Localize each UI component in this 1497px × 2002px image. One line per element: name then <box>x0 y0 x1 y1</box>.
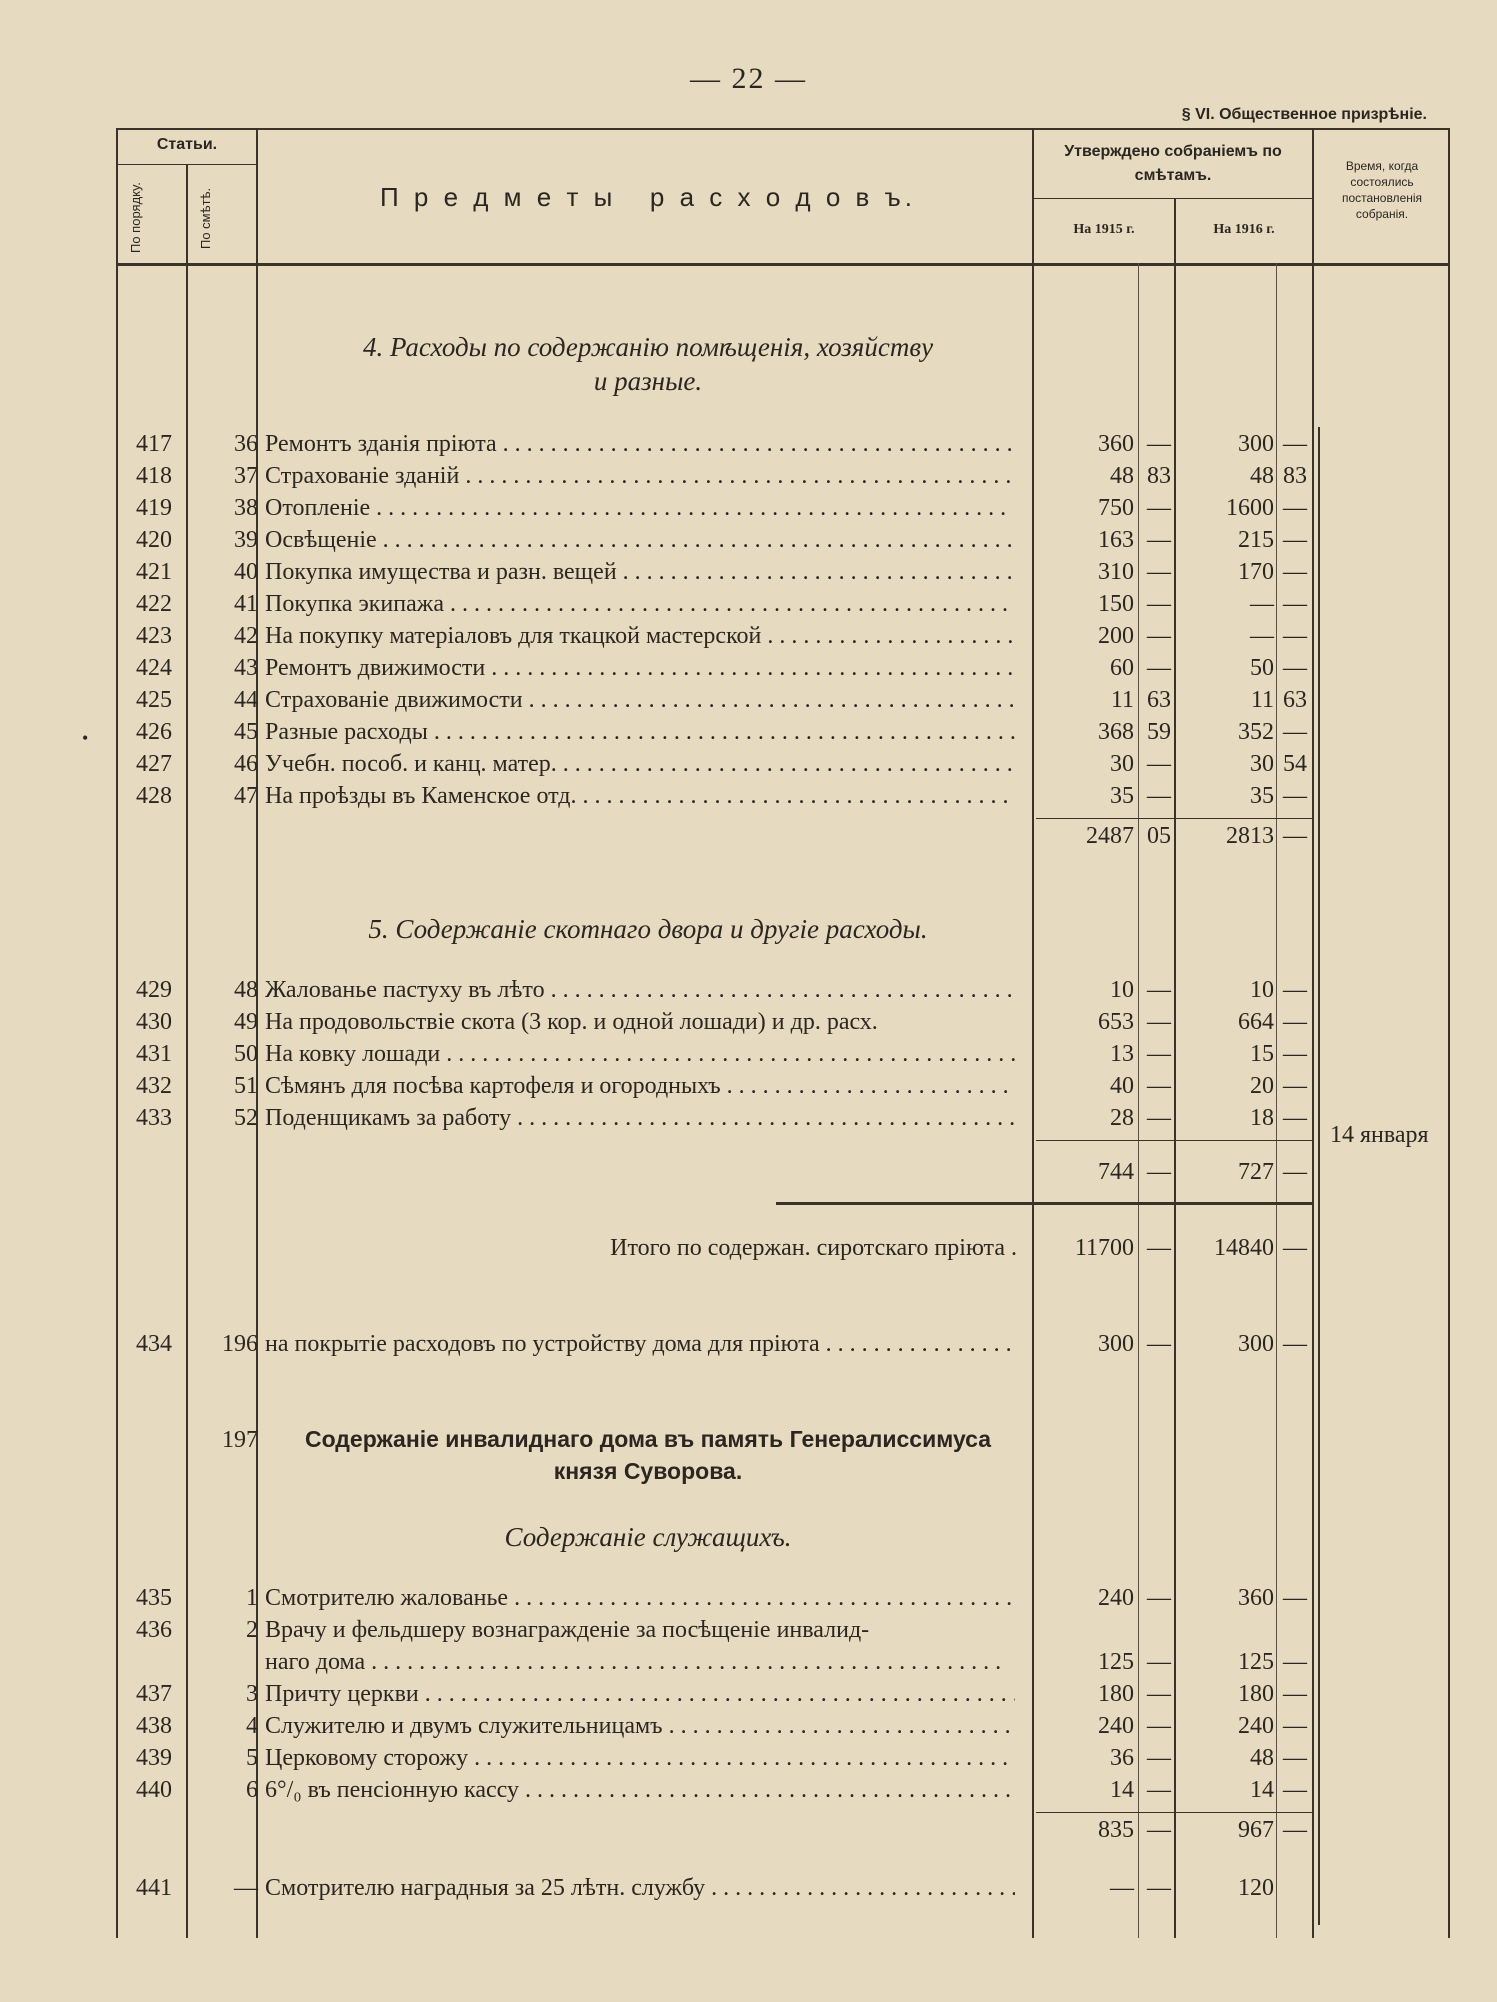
amount-1915-rubles: 48 <box>1110 463 1134 489</box>
article-number: 417 <box>136 431 172 457</box>
amount-1916-rubles: 727 <box>1238 1159 1274 1185</box>
amount-1915-kopecks: — <box>1147 1649 1171 1675</box>
article-number: 421 <box>136 559 172 585</box>
amount-1915-kopecks: — <box>1147 623 1171 649</box>
article-number: 429 <box>136 977 172 1003</box>
amount-1916-rubles: 48 <box>1250 463 1274 489</box>
amount-1916-kopecks: — <box>1283 431 1307 457</box>
amount-1916-kopecks: — <box>1283 623 1307 649</box>
subtotal-rule <box>1036 818 1312 819</box>
amount-1915-rubles: 180 <box>1098 1681 1134 1707</box>
article-number: 427 <box>136 751 172 777</box>
amount-1915-kopecks: 83 <box>1147 463 1171 489</box>
estimate-number: 38 <box>234 495 258 521</box>
amount-1916-kopecks: — <box>1283 1649 1307 1675</box>
amount-1915-kopecks: — <box>1147 1331 1171 1357</box>
amount-1915-rubles: 744 <box>1098 1159 1134 1185</box>
expense-description: 6°/₀ въ пенсіонную кассу . . . <box>265 1774 1015 1806</box>
amount-1916-kopecks: — <box>1283 1585 1307 1611</box>
amount-1915-kopecks: — <box>1147 1585 1171 1611</box>
invalid-home-title-line2: князя Суворова. <box>553 1458 743 1484</box>
expense-description: На проѣзды въ Каменское отд. . . . <box>265 780 1015 812</box>
amount-1916-kopecks: — <box>1283 1105 1307 1131</box>
amount-1915-kopecks: — <box>1147 1745 1171 1771</box>
amount-1915-rubles: 14 <box>1110 1777 1134 1803</box>
expense-description: Покупка экипажа . . . <box>265 588 1015 620</box>
expense-description: Страхованіе зданій . . . <box>265 460 1015 492</box>
table-row <box>0 620 1497 652</box>
amount-1915-rubles: 835 <box>1098 1817 1134 1843</box>
expense-description: на покрытіе расходовъ по устройству дома для пріюта . . . <box>265 1328 1015 1360</box>
amount-1915-kopecks: — <box>1147 1875 1171 1901</box>
article-number: 433 <box>136 1105 172 1131</box>
amount-1916-kopecks: — <box>1283 559 1307 585</box>
amount-1915-kopecks: — <box>1147 977 1171 1003</box>
estimate-number: — <box>234 1875 258 1901</box>
header-time: Время, когда состоялись постановленія собранія. <box>1341 159 1423 221</box>
header-year-1915: На 1915 г. <box>1073 222 1135 237</box>
header-by-order: По порядку. <box>128 182 143 254</box>
table-row <box>0 716 1497 748</box>
estimate-number: 3 <box>246 1681 258 1707</box>
amount-1915-kopecks: 63 <box>1147 687 1171 713</box>
amount-1915-kopecks: — <box>1147 1073 1171 1099</box>
amount-1916-kopecks: — <box>1283 1745 1307 1771</box>
amount-1915-rubles: 10 <box>1110 977 1134 1003</box>
estimate-number: 1 <box>246 1585 258 1611</box>
amount-1916-kopecks: 54 <box>1283 751 1307 777</box>
section-4-title-line2: и разные. <box>593 366 703 396</box>
expense-description: Смотрителю жалованье . . . <box>265 1582 1015 1614</box>
amount-1916-rubles: 240 <box>1238 1713 1274 1739</box>
amount-1915-rubles: 300 <box>1098 1331 1134 1357</box>
amount-1916-kopecks: — <box>1283 1009 1307 1035</box>
amount-1915-kopecks: — <box>1147 1713 1171 1739</box>
article-number: 423 <box>136 623 172 649</box>
amount-1916-kopecks: — <box>1283 719 1307 745</box>
header-year-1916: На 1916 г. <box>1213 222 1275 237</box>
resolution-date: 14 января <box>1330 1122 1429 1148</box>
page-number: — 22 — <box>690 62 807 95</box>
amount-1915-kopecks: — <box>1147 431 1171 457</box>
subtotal-row <box>0 1156 1497 1188</box>
amount-1915-rubles: 360 <box>1098 431 1134 457</box>
amount-1916-kopecks: 83 <box>1283 463 1307 489</box>
section-4-title-line1: 4. Расходы по содержанію помѣщенія, хозяйству <box>362 332 934 362</box>
amount-1916-rubles: — <box>1250 591 1274 617</box>
amount-1916-kopecks: — <box>1283 1073 1307 1099</box>
article-number: 426 <box>136 719 172 745</box>
expense-description: Сѣмянъ для посѣва картофеля и огородныхъ . . . <box>265 1070 1015 1102</box>
table-row <box>0 1678 1497 1710</box>
estimate-number: 43 <box>234 655 258 681</box>
table-row <box>0 492 1497 524</box>
article-number: 438 <box>136 1713 172 1739</box>
estimate-number: 50 <box>234 1041 258 1067</box>
amount-1916-kopecks: — <box>1283 1041 1307 1067</box>
amount-1915-kopecks: — <box>1147 527 1171 553</box>
amount-1915-kopecks: — <box>1147 1105 1171 1131</box>
amount-1915-kopecks: — <box>1147 1681 1171 1707</box>
amount-1915-rubles: 310 <box>1098 559 1134 585</box>
expense-description: наго дома . . . <box>265 1646 1015 1678</box>
amount-1915-rubles: 240 <box>1098 1713 1134 1739</box>
amount-1915-rubles: 28 <box>1110 1105 1134 1131</box>
subtotal-row <box>0 1814 1497 1846</box>
amount-1915-rubles: — <box>1110 1875 1134 1901</box>
amount-1915-kopecks: — <box>1147 1041 1171 1067</box>
estimate-number: 39 <box>234 527 258 553</box>
amount-1916-kopecks: — <box>1283 823 1307 849</box>
amount-1916-kopecks: — <box>1283 783 1307 809</box>
amount-1916-rubles: 35 <box>1250 783 1274 809</box>
subtotal-row <box>0 820 1497 852</box>
article-number: 436 <box>136 1617 172 1643</box>
estimate-number: 52 <box>234 1105 258 1131</box>
estimate-number: 36 <box>234 431 258 457</box>
header-articles: Статьи. <box>156 136 218 153</box>
amount-1916-rubles: 120 <box>1238 1875 1274 1901</box>
table-row <box>0 1774 1497 1806</box>
table-row <box>0 524 1497 556</box>
amount-1916-kopecks: — <box>1283 655 1307 681</box>
article-number: 420 <box>136 527 172 553</box>
amount-1915-kopecks: 05 <box>1147 823 1171 849</box>
expense-description: Церковому сторожу . . . <box>265 1742 1015 1774</box>
invalid-home-title-line1: Содержаніе инвалиднаго дома въ память Генералиссимуса <box>304 1426 992 1452</box>
estimate-number: 41 <box>234 591 258 617</box>
table-row <box>0 1102 1497 1134</box>
article-number: 424 <box>136 655 172 681</box>
expense-description: Служителю и двумъ служительницамъ . . . <box>265 1710 1015 1742</box>
estimate-number: 51 <box>234 1073 258 1099</box>
amount-1916-kopecks: — <box>1283 495 1307 521</box>
article-number: 422 <box>136 591 172 617</box>
table-row <box>0 684 1497 716</box>
article-number: 437 <box>136 1681 172 1707</box>
estimate-number: 37 <box>234 463 258 489</box>
amount-1915-rubles: 13 <box>1110 1041 1134 1067</box>
amount-1916-kopecks: — <box>1283 1159 1307 1185</box>
amount-1916-rubles: 300 <box>1238 1331 1274 1357</box>
table-row <box>0 1614 1497 1646</box>
amount-1916-rubles: 300 <box>1238 431 1274 457</box>
amount-1915-rubles: 163 <box>1098 527 1134 553</box>
expense-description: Покупка имущества и разн. вещей . . . <box>265 556 1015 588</box>
amount-1916-kopecks: — <box>1283 977 1307 1003</box>
expense-description: Учебн. пособ. и канц. матер. . . . <box>265 748 1015 780</box>
expense-description: Разные расходы . . . <box>265 716 1015 748</box>
amount-1916-rubles: 10 <box>1250 977 1274 1003</box>
amount-1915-rubles: 653 <box>1098 1009 1134 1035</box>
header-approved: Утверждено собраніемъ по смѣтамъ. <box>1064 143 1282 184</box>
amount-1916-rubles: 11 <box>1250 687 1274 713</box>
date-bracket <box>1318 427 1330 1925</box>
article-number: 425 <box>136 687 172 713</box>
article-number: 440 <box>136 1777 172 1803</box>
estimate-number: 42 <box>234 623 258 649</box>
amount-1916-rubles: 30 <box>1250 751 1274 777</box>
section-5-title: 5. Содержаніе скотнаго двора и другіе расходы. <box>368 914 928 944</box>
article-number: 432 <box>136 1073 172 1099</box>
staff-subtitle: Содержаніе служащихъ. <box>504 1522 792 1552</box>
amount-1915-rubles: 35 <box>1110 783 1134 809</box>
table-row <box>0 588 1497 620</box>
amount-1915-kopecks: — <box>1147 1159 1171 1185</box>
estimate-number: 44 <box>234 687 258 713</box>
article-number: 430 <box>136 1009 172 1035</box>
expense-description: Смотрителю наградныя за 25 лѣтн. службу . . . <box>265 1872 1015 1904</box>
article-number: 419 <box>136 495 172 521</box>
amount-1916-rubles: 664 <box>1238 1009 1274 1035</box>
amount-1916-rubles: 360 <box>1238 1585 1274 1611</box>
amount-1916-rubles: — <box>1250 623 1274 649</box>
estimate-number: 47 <box>234 783 258 809</box>
article-number: 431 <box>136 1041 172 1067</box>
amount-1916-kopecks: — <box>1283 1817 1307 1843</box>
amount-1916-rubles: 125 <box>1238 1649 1274 1675</box>
table-row <box>0 1038 1497 1070</box>
table-top-border <box>116 128 1450 130</box>
amount-1915-rubles: 125 <box>1098 1649 1134 1675</box>
table-row <box>0 1872 1497 1904</box>
amount-1915-kopecks: — <box>1147 1777 1171 1803</box>
table-row <box>0 1006 1497 1038</box>
amount-1915-rubles: 2487 <box>1086 823 1134 849</box>
expense-description: Поденщикамъ за работу . . . <box>265 1102 1015 1134</box>
amount-1916-rubles: 48 <box>1250 1745 1274 1771</box>
expense-description: На продовольствіе скота (3 кор. и одной лошади) и др. расх. <box>265 1009 878 1035</box>
table-row <box>0 1582 1497 1614</box>
amount-1916-kopecks: — <box>1283 1713 1307 1739</box>
estimate-number: 197 <box>222 1427 258 1453</box>
table-row <box>0 1710 1497 1742</box>
subtotal-rule <box>1036 1812 1312 1813</box>
expense-description: Ремонтъ движимости . . . <box>265 652 1015 684</box>
expense-description: Врачу и фельдшеру вознагражденіе за посѣщеніе инвалид- <box>265 1617 870 1643</box>
amount-1915-rubles: 60 <box>1110 655 1134 681</box>
estimate-number: 6 <box>246 1777 258 1803</box>
section-heading: § VI. Общественное призрѣніе. <box>1181 106 1427 123</box>
amount-1916-kopecks: — <box>1283 527 1307 553</box>
expense-description: На покупку матеріаловъ для ткацкой мастерской . . . <box>265 620 1015 652</box>
article-number: 418 <box>136 463 172 489</box>
amount-1915-kopecks: — <box>1147 495 1171 521</box>
amount-1915-kopecks: — <box>1147 1817 1171 1843</box>
table-row <box>0 1742 1497 1774</box>
amount-1916-rubles: 1600 <box>1226 495 1274 521</box>
estimate-number: 196 <box>222 1331 258 1357</box>
table-row <box>0 1328 1497 1360</box>
estimate-number: 4 <box>246 1713 258 1739</box>
estimate-number: 2 <box>246 1617 258 1643</box>
amount-1916-rubles: 15 <box>1250 1041 1274 1067</box>
expense-description: Причту церкви . . . <box>265 1678 1015 1710</box>
table-row <box>0 780 1497 812</box>
amount-1916-rubles: 50 <box>1250 655 1274 681</box>
article-number: 428 <box>136 783 172 809</box>
estimate-number: 40 <box>234 559 258 585</box>
amount-1915-kopecks: — <box>1147 591 1171 617</box>
estimate-number: 48 <box>234 977 258 1003</box>
table-row <box>0 556 1497 588</box>
amount-1916-rubles: 967 <box>1238 1817 1274 1843</box>
article-number: 439 <box>136 1745 172 1771</box>
table-row <box>0 1646 1497 1678</box>
amount-1915-rubles: 40 <box>1110 1073 1134 1099</box>
amount-1916-rubles: 180 <box>1238 1681 1274 1707</box>
table-row <box>0 748 1497 780</box>
amount-1916-rubles: 170 <box>1238 559 1274 585</box>
estimate-number: 46 <box>234 751 258 777</box>
amount-1916-rubles: 352 <box>1238 719 1274 745</box>
amount-1915-kopecks: — <box>1147 559 1171 585</box>
amount-1915-kopecks: — <box>1147 783 1171 809</box>
amount-1915-rubles: 240 <box>1098 1585 1134 1611</box>
table-row <box>0 460 1497 492</box>
amount-1915-kopecks: — <box>1147 655 1171 681</box>
amount-1915-kopecks: — <box>1147 1235 1171 1261</box>
amount-1915-kopecks: 59 <box>1147 719 1171 745</box>
amount-1916-kopecks: 63 <box>1283 687 1307 713</box>
expense-description: Отопленіе . . . <box>265 492 1015 524</box>
table-row <box>0 1070 1497 1102</box>
table-row <box>0 974 1497 1006</box>
amount-1916-rubles: 20 <box>1250 1073 1274 1099</box>
header-subjects: П р е д м е т ы р а с х о д о в ъ. <box>379 182 917 212</box>
amount-1915-kopecks: — <box>1147 1009 1171 1035</box>
table-row <box>0 428 1497 460</box>
amount-1916-rubles: 14 <box>1250 1777 1274 1803</box>
expense-description: Страхованіе движимости . . . <box>265 684 1015 716</box>
orphanage-total-row <box>0 1232 1497 1264</box>
expense-description: На ковку лошади . . . <box>265 1038 1015 1070</box>
expense-description: Итого по содержан. сиротскаго пріюта . <box>610 1235 1017 1261</box>
estimate-number: 5 <box>246 1745 258 1771</box>
header-bottom-border <box>116 263 1450 266</box>
amount-1916-kopecks: — <box>1283 1331 1307 1357</box>
article-number: 435 <box>136 1585 172 1611</box>
amount-1916-kopecks: — <box>1283 591 1307 617</box>
expense-description: Ремонтъ зданія пріюта . . . <box>265 428 1015 460</box>
expense-description: Освѣщеніе . . . <box>265 524 1015 556</box>
table-row <box>0 652 1497 684</box>
amount-1915-rubles: 36 <box>1110 1745 1134 1771</box>
estimate-number: 49 <box>234 1009 258 1035</box>
amount-1916-rubles: 14840 <box>1214 1235 1274 1261</box>
amount-1915-rubles: 30 <box>1110 751 1134 777</box>
total-rule <box>776 1202 1312 1205</box>
amount-1915-rubles: 200 <box>1098 623 1134 649</box>
amount-1916-kopecks: — <box>1283 1681 1307 1707</box>
amount-1916-kopecks: — <box>1283 1235 1307 1261</box>
subtotal-rule <box>1036 1140 1312 1141</box>
article-number: 441 <box>136 1875 172 1901</box>
amount-1915-rubles: 11 <box>1110 687 1134 713</box>
amount-1915-rubles: 750 <box>1098 495 1134 521</box>
amount-1916-rubles: 18 <box>1250 1105 1274 1131</box>
amount-1915-rubles: 368 <box>1098 719 1134 745</box>
amount-1915-rubles: 150 <box>1098 591 1134 617</box>
amount-1915-rubles: 11700 <box>1074 1235 1134 1261</box>
amount-1916-kopecks: — <box>1283 1777 1307 1803</box>
expense-description: Жалованье пастуху въ лѣто . . . <box>265 974 1015 1006</box>
amount-1915-kopecks: — <box>1147 751 1171 777</box>
stray-mark: • <box>82 728 89 748</box>
header-by-estimate: По смѣтѣ. <box>198 187 213 249</box>
amount-1916-rubles: 2813 <box>1226 823 1274 849</box>
amount-1916-rubles: 215 <box>1238 527 1274 553</box>
estimate-number: 45 <box>234 719 258 745</box>
article-number: 434 <box>136 1331 172 1357</box>
